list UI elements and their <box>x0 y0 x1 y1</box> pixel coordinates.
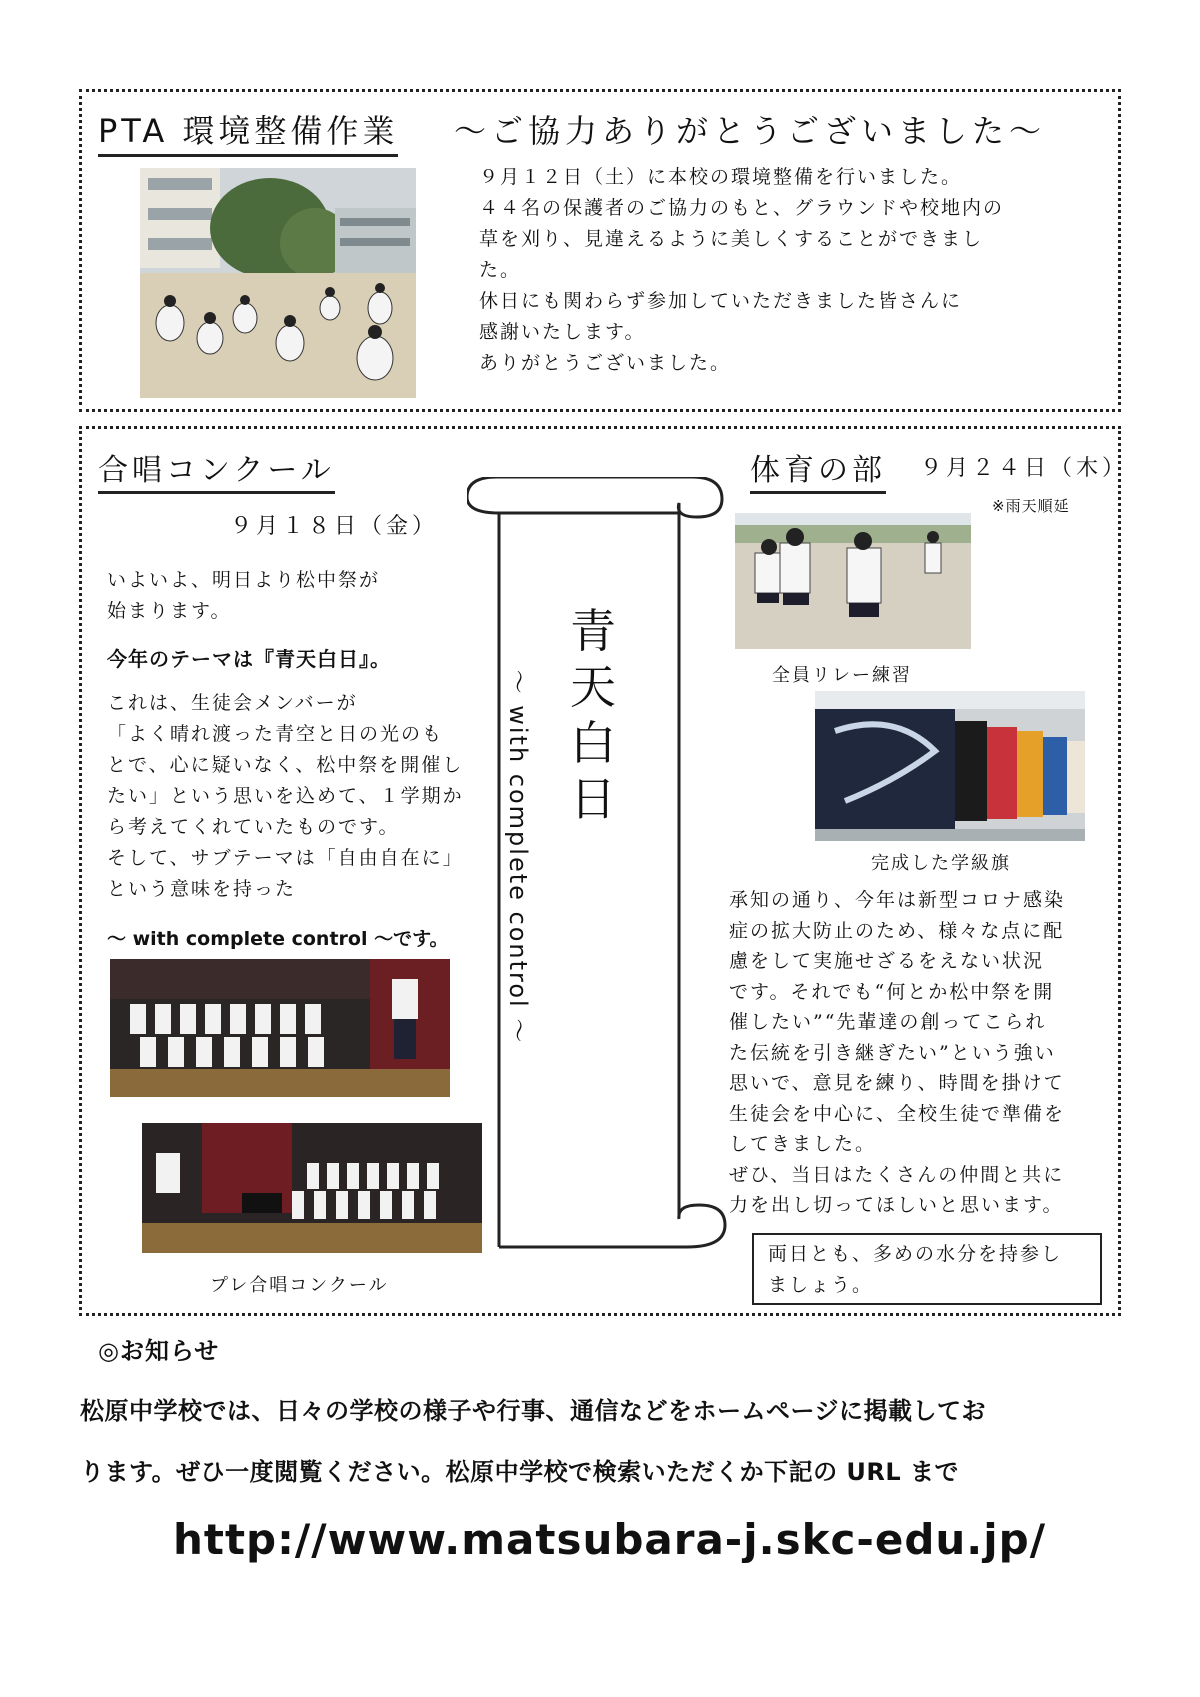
chorus-intro-line: 始まります。 <box>107 600 232 622</box>
sports-photo-flags <box>815 691 1085 841</box>
scroll-main-text <box>564 603 622 827</box>
sports-line: 力を出し切ってほしいと思います。 <box>729 1194 1064 1216</box>
chorus-intro-line: いよいよ、明日より松中祭が <box>107 569 381 591</box>
homepage-url-link[interactable]: http://www.matsubara-j.skc-edu.jp/ <box>173 1515 1047 1564</box>
rain-note: ※雨天順延 <box>992 497 1070 515</box>
scroll-sub-text: ～ with complete control ～ <box>504 669 532 1045</box>
pta-line: ありがとうございました。 <box>479 352 732 374</box>
notice-heading: ◎お知らせ <box>98 1337 220 1365</box>
chorus-detail-line: 「よく晴れ渡った青空と日の光のも <box>107 723 444 745</box>
sports-line: です。それでも“何とか松中祭を開 <box>729 980 1055 1003</box>
pta-photo-grounds-work <box>140 168 416 398</box>
caption-relay: 全員リレー練習 <box>772 665 912 686</box>
notice-line-1: 松原中学校では、日々の学校の様子や行事、通信などをホームページに掲載してお <box>80 1397 987 1425</box>
chorus-detail <box>107 688 464 905</box>
chorus-detail-line: これは、生徒会メンバーが <box>107 692 358 714</box>
chorus-photo-caption: プレ合唱コンクール <box>210 1275 389 1296</box>
water-note-line: 両日とも、多めの水分を持参し <box>768 1243 1063 1265</box>
chorus-photo-stage-1 <box>110 959 450 1097</box>
caption-flags: 完成した学級旗 <box>871 853 1011 874</box>
chorus-detail-line: ら考えてくれていたものです。 <box>107 816 400 838</box>
festival-section <box>79 426 1129 1316</box>
pta-section <box>79 89 1121 412</box>
chorus-detail-line: たい」という思いを込めて、１学期か <box>107 785 464 807</box>
chorus-subtheme: ～ with complete control ～です。 <box>107 928 449 950</box>
chorus-intro <box>107 565 380 627</box>
pta-line: 休日にも関わらず参加していただきました皆さんに <box>479 290 963 312</box>
pta-subtitle: ～ご協力ありがとうございました～ <box>454 112 1047 150</box>
chorus-detail-line: とで、心に疑いなく、松中祭を開催し <box>107 754 464 776</box>
sports-date: ９月２４日（木） <box>920 456 1129 481</box>
pta-body <box>479 162 1004 379</box>
sports-line: た伝統を引き継ぎたい”という強い <box>729 1041 1056 1064</box>
scroll-char: 天 <box>570 660 616 714</box>
pta-line: た。 <box>479 259 522 281</box>
chorus-photo-stage-2 <box>142 1123 482 1253</box>
pta-line: 感謝いたします。 <box>479 321 646 343</box>
pta-line: 草を刈り、見違えるように美しくすることができまし <box>479 228 984 250</box>
sports-line: 催したい”“先輩達の創ってこられ <box>729 1011 1047 1033</box>
pta-line: ９月１２日（土）に本校の環境整備を行いました。 <box>479 166 963 188</box>
chorus-date: ９月１８日（金） <box>230 514 439 539</box>
sports-line: 慮をして実施せざるをえない状況 <box>729 950 1045 972</box>
notice-line-2: ります。ぜひ一度閲覧ください。松原中学校で検索いただくか下記の URL まで <box>80 1458 960 1486</box>
chorus-detail-line: そして、サブテーマは「自由自在に」 <box>107 847 464 869</box>
pta-title: PTA 環境整備作業 <box>98 106 398 157</box>
sports-line: 生徒会を中心に、全校生徒で準備を <box>729 1102 1066 1125</box>
chorus-detail-line: という意味を持った <box>107 878 297 900</box>
sports-line: 承知の通り、今年は新型コロナ感染 <box>729 889 1066 911</box>
chorus-title: 合唱コンクール <box>98 445 335 494</box>
sports-line: してきました。 <box>729 1133 877 1155</box>
scroll-char: 青 <box>570 604 616 658</box>
scroll-char: 日 <box>570 772 616 826</box>
sports-photo-relay <box>735 513 971 649</box>
sports-title: 体育の部 <box>750 445 886 494</box>
scroll-char: 白 <box>570 716 616 770</box>
pta-line: ４４名の保護者のご協力のもと、グラウンドや校地内の <box>479 197 1005 219</box>
chorus-theme: 今年のテーマは『青天白日』。 <box>107 647 391 671</box>
water-note-line: ましょう。 <box>768 1274 874 1296</box>
sports-line: ぜひ、当日はたくさんの仲間と共に <box>729 1163 1065 1186</box>
sports-line: 思いで、意見を練り、時間を掛けて <box>729 1072 1065 1094</box>
water-note-box <box>752 1233 1102 1305</box>
sports-line: 症の拡大防止のため、様々な点に配 <box>729 919 1065 942</box>
sports-body <box>729 885 1065 1221</box>
